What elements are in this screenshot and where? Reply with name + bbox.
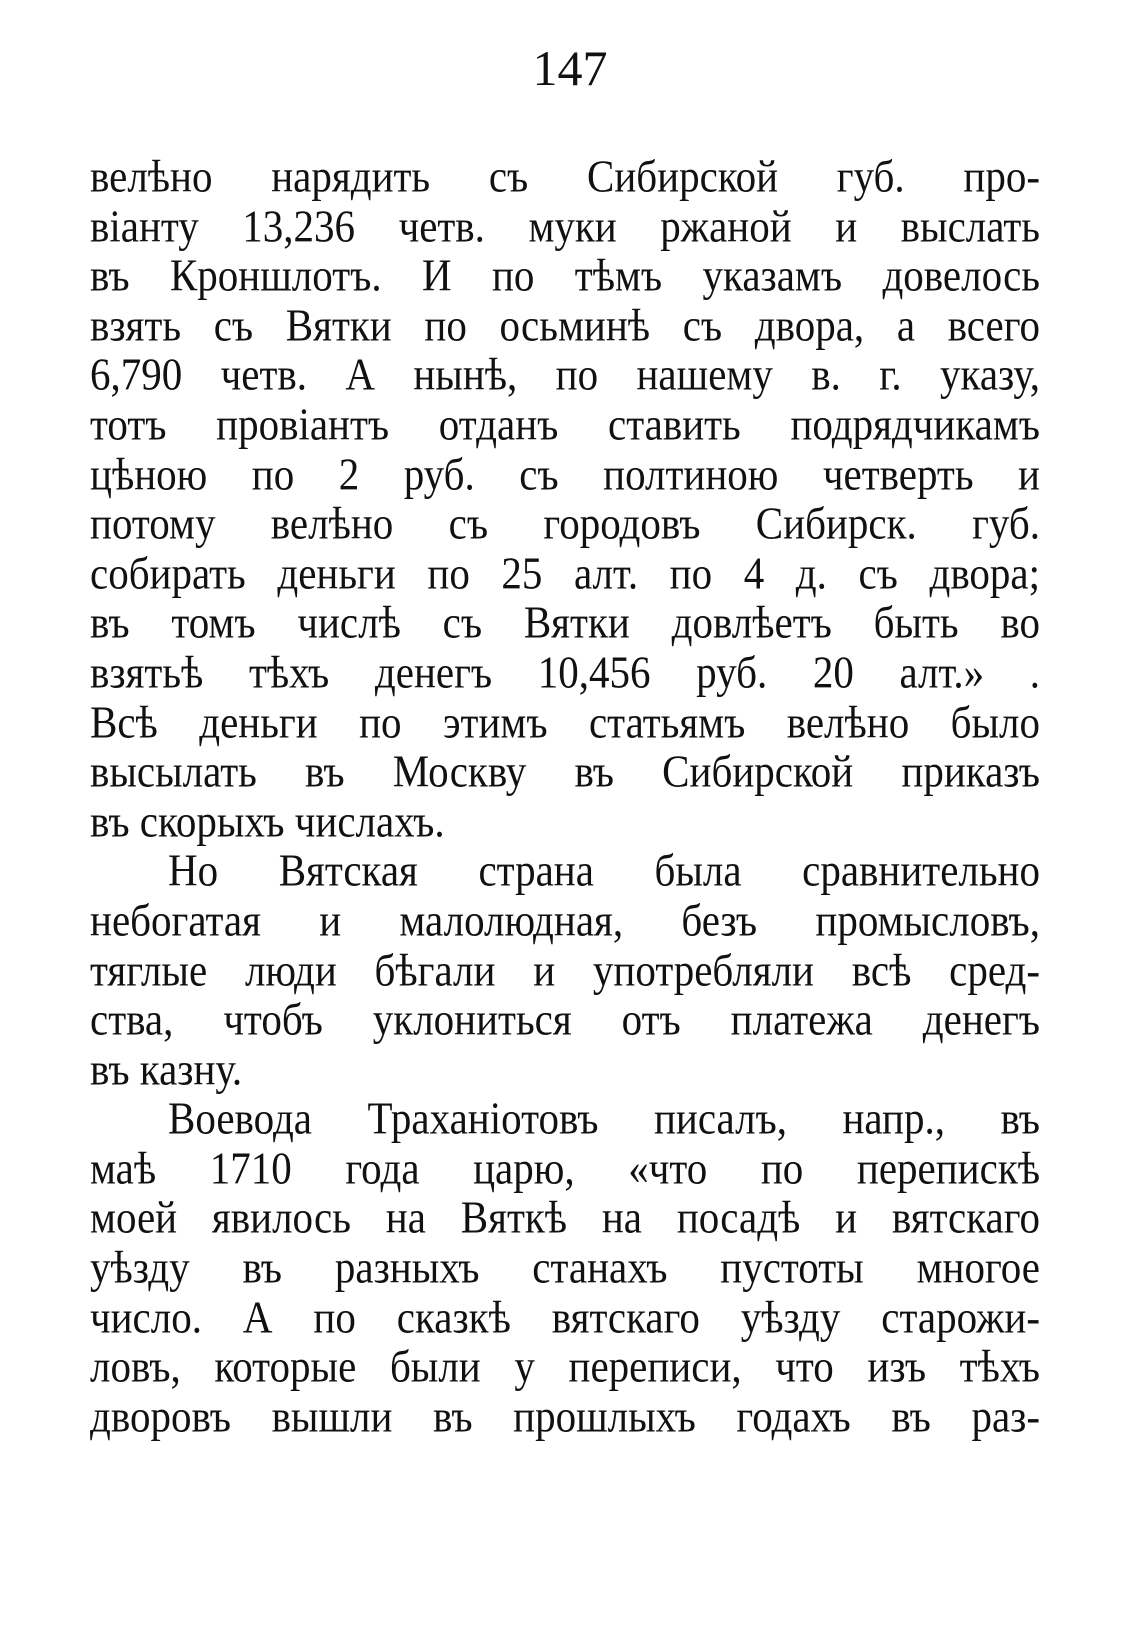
text-line: дворовъ вышли въ прошлыхъ годахъ въ раз- — [90, 1389, 1040, 1442]
text-line: высылать въ Москву въ Сибирской приказъ — [90, 745, 1040, 797]
text-line: цѣною по 2 руб. съ полтиною четверть и — [90, 447, 1040, 500]
text-line: віанту 13,236 четв. муки ржаной и выслать — [90, 199, 1040, 252]
text-line: въ Кроншлотъ. И по тѣмъ указамъ довелось — [90, 249, 1040, 301]
text-line: велѣно нарядить съ Сибирской губ. про- — [90, 150, 1040, 202]
text-line: 6,790 четв. А нынѣ, по нашему в. г. указу, — [90, 348, 1040, 401]
text-line: потому велѣно съ городовъ Сибирск. губ. — [90, 497, 1040, 549]
text-line: въ казну. — [90, 1042, 243, 1095]
text-line: ловъ, которые были у переписи, что изъ тѣхъ — [90, 1340, 1040, 1392]
text-line: Но Вятская страна была сравнительно — [168, 844, 1040, 896]
text-line: Всѣ деньги по этимъ статьямъ велѣно было — [90, 695, 1040, 748]
text-line: уѣзду въ разныхъ станахъ пустоты многое — [90, 1241, 1040, 1293]
text-line: въ томъ числѣ съ Вятки довлѣетъ быть во — [90, 596, 1040, 649]
body-text — [90, 152, 1040, 1441]
text-line: взятьѣ тѣхъ денегъ 10,456 руб. 20 алт.» . — [90, 646, 1040, 698]
page-number: 147 — [532, 40, 608, 96]
text-line: число. А по сказкѣ вятскаго уѣзду старожи- — [90, 1290, 1040, 1343]
text-line: собирать деньги по 25 алт. по 4 д. съ двора; — [90, 546, 1040, 599]
text-line: тяглые люди бѣгали и употребляли всѣ сред- — [90, 943, 1040, 996]
text-line: въ скорыхъ числахъ. — [90, 794, 445, 847]
text-line: моей явилось на Вяткѣ на посадѣ и вятскаго — [90, 1191, 1040, 1244]
text-line: небогатая и малолюдная, безъ промысловъ, — [90, 894, 1040, 946]
text-line: взять съ Вятки по осьминѣ съ двора, а всего — [90, 298, 1040, 351]
text-line: маѣ 1710 года царю, «что по перепискѣ — [90, 1142, 1040, 1194]
text-line: ства, чтобъ уклониться отъ платежа денегъ — [90, 993, 1040, 1045]
text-line: тотъ провіантъ отданъ ставить подрядчикамъ — [90, 398, 1040, 450]
text-line: Воевода Траханіотовъ писалъ, напр., въ — [168, 1092, 1040, 1144]
